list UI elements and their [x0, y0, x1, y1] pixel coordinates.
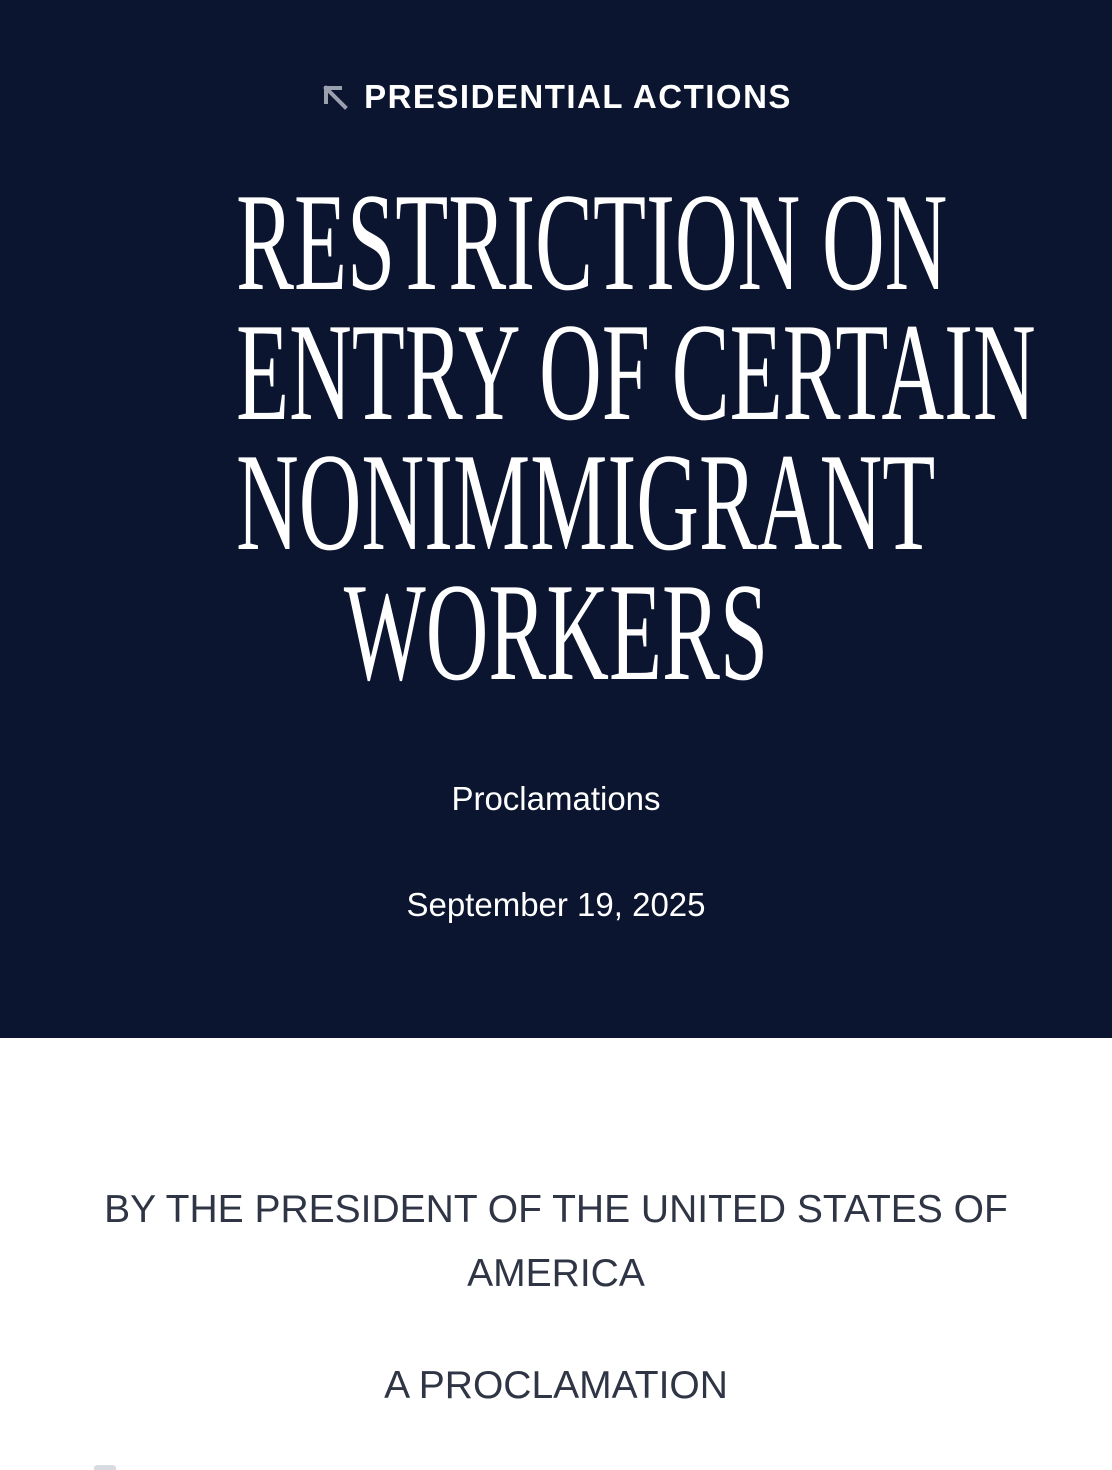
page-title-line: ENTRY OF CERTAIN — [236, 295, 1036, 450]
publish-date: September 19, 2025 — [406, 886, 706, 923]
next-paragraph-edge — [94, 1465, 116, 1470]
byline: BY THE PRESIDENT OF THE UNITED STATES OF AMERICA — [104, 1188, 1008, 1295]
breadcrumb-label: PRESIDENTIAL ACTIONS — [364, 78, 792, 115]
arrow-up-left-icon — [320, 82, 350, 112]
article-body — [0, 1038, 1112, 1470]
page-title-line: RESTRICTION ON — [236, 165, 948, 320]
page-title-line: NONIMMIGRANT — [236, 425, 936, 580]
category-label: Proclamations — [451, 780, 661, 817]
page-title-line: WORKERS — [343, 555, 769, 710]
proclamation-heading: A PROCLAMATION — [384, 1364, 728, 1407]
page-title — [236, 165, 1036, 710]
breadcrumb-presidential-actions-link[interactable] — [0, 78, 1112, 116]
